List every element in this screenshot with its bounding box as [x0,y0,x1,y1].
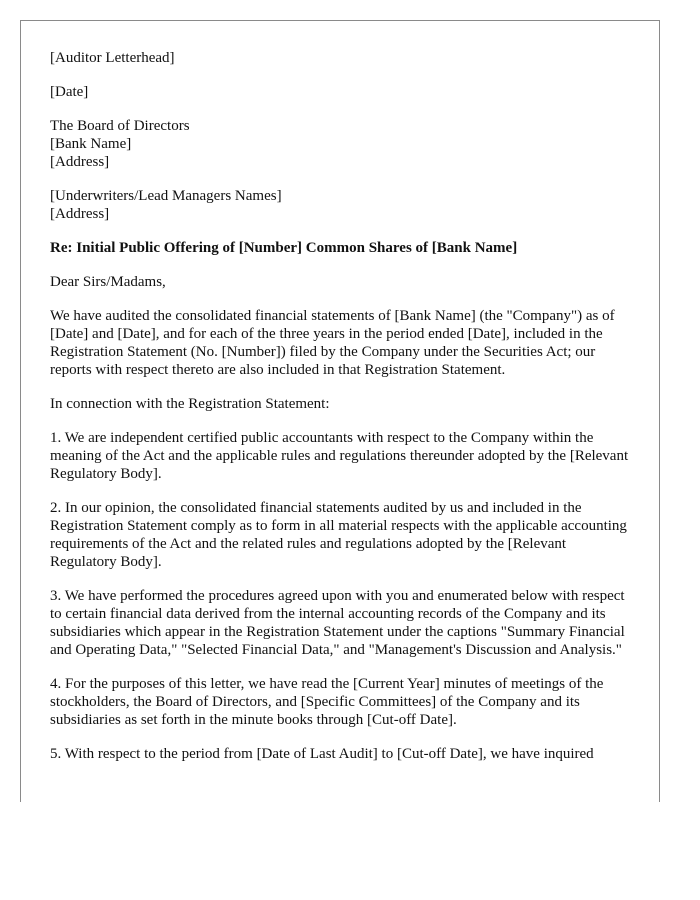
recipient-name: The Board of Directors [50,118,190,134]
numbered-paragraph-3: 3. We have performed the procedures agreed upon with you and enumerated below with respect to certain financial data derived from the internal accounting records of the Company and its subsidiaries which appear in the Registration Statement under the captions "Summary Financial and Operating Data," "Selected Financial Data," and "Management's Discussion and Analysis." [50,588,625,658]
underwriters-address: [Address] [50,206,110,222]
numbered-paragraph-4: 4. For the purposes of this letter, we have read the [Current Year] minutes of meetings of the stockholders, the Board of Directors, and [Specific Committees] of the Company and its subsidiaries as set forth in the minute books through [Cut-off Date]. [50,676,604,728]
underwriters-address-block [50,187,634,223]
recipient-address-block [50,117,634,171]
numbered-paragraph-2: 2. In our opinion, the consolidated financial statements audited by us and included in the Registration Statement comply as to form in all material respects with the applicable accounting requirements of the Act and the related rules and regulations adopted by the [Relevant Regulatory Body]. [50,500,627,570]
recipient-address: [Address] [50,154,110,170]
underwriters-names: [Underwriters/Lead Managers Names] [50,188,282,204]
intro-paragraph: We have audited the consolidated financial statements of [Bank Name] (the "Company") as of [Date] and [Date], and for each of the three years in the period ended [Date], included in the Registration Statement (No. [Number]) filed by the Company under the Securities Act; our reports with respect thereto are also included in that Registration Statement. [50,308,615,378]
recipient-bank-name: [Bank Name] [50,136,132,152]
auditor-letterhead: [Auditor Letterhead] [50,50,175,66]
numbered-paragraph-5: 5. With respect to the period from [Date of Last Audit] to [Cut-off Date], we have inquired [50,746,594,762]
subject-line: Re: Initial Public Offering of [Number] Common Shares of [Bank Name] [50,240,518,256]
connection-paragraph: In connection with the Registration Statement: [50,396,330,412]
letter-date: [Date] [50,84,89,100]
salutation: Dear Sirs/Madams, [50,274,166,290]
numbered-paragraph-1: 1. We are independent certified public accountants with respect to the Company within the meaning of the Act and the applicable rules and regulations thereunder adopted by the [Relevant Regulatory Body]. [50,430,629,482]
letter-body [50,49,634,779]
letter-page [20,20,660,802]
